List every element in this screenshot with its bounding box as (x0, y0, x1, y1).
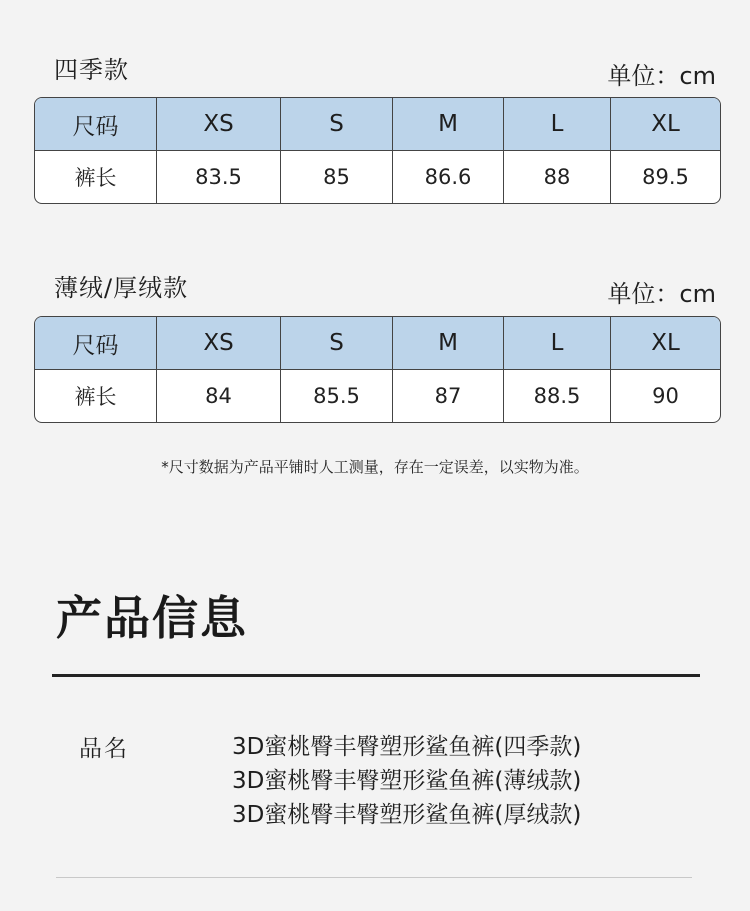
table-row (35, 370, 720, 422)
product-name-item: 3D蜜桃臀丰臀塑形鲨鱼裤(薄绒款) (232, 768, 582, 794)
header-cell-m: M (393, 317, 504, 369)
product-name-item: 3D蜜桃臀丰臀塑形鲨鱼裤(厚绒款) (232, 802, 582, 828)
table-header-row (35, 317, 720, 370)
unit-label: 单位：cm (607, 280, 716, 308)
value-cell-s: 85 (281, 151, 393, 203)
row-label-length: 裤长 (35, 151, 157, 203)
section-title-fleece: 薄绒/厚绒款 (54, 274, 189, 302)
header-cell-size: 尺码 (35, 317, 157, 369)
value-cell-xs: 83.5 (157, 151, 281, 203)
value-cell-l: 88 (504, 151, 611, 203)
header-cell-xl: XL (651, 111, 680, 137)
value-cell-xl: 90 (652, 384, 679, 408)
header-cell-xs: XS (157, 317, 281, 369)
row-label-length: 裤长 (35, 370, 157, 422)
product-info-title: 产品信息 (56, 591, 248, 645)
value-cell-xl: 89.5 (642, 165, 689, 189)
size-table-fleece (34, 316, 721, 423)
header-cell-l: L (504, 98, 611, 150)
section-title-four-season: 四季款 (54, 56, 129, 84)
measurement-note: *尺寸数据为产品平铺时人工测量，存在一定误差，以实物为准。 (161, 458, 589, 476)
header-cell-s: S (281, 98, 393, 150)
value-cell-m: 86.6 (393, 151, 504, 203)
header-cell-xs: XS (157, 98, 281, 150)
header-cell-l: L (504, 317, 611, 369)
header-cell-size: 尺码 (35, 98, 157, 150)
product-name-item: 3D蜜桃臀丰臀塑形鲨鱼裤(四季款) (232, 734, 582, 760)
title-divider (52, 674, 700, 677)
table-header-row (35, 98, 720, 151)
value-cell-s: 85.5 (281, 370, 393, 422)
header-cell-xl: XL (651, 330, 680, 356)
value-cell-m: 87 (393, 370, 504, 422)
table-row (35, 151, 720, 203)
product-name-label: 品名 (79, 736, 129, 762)
product-name-list (232, 730, 581, 832)
unit-label: 单位：cm (607, 62, 716, 90)
value-cell-xs: 84 (157, 370, 281, 422)
bottom-divider (56, 877, 692, 878)
header-cell-s: S (281, 317, 393, 369)
size-table-four-season (34, 97, 721, 204)
value-cell-l: 88.5 (504, 370, 611, 422)
header-cell-m: M (393, 98, 504, 150)
